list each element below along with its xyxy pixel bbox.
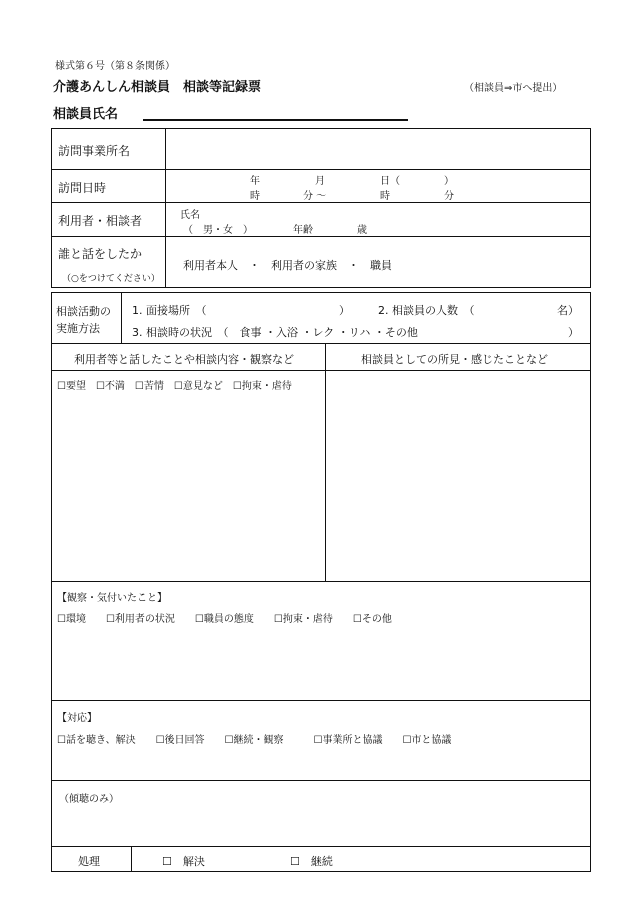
observation-label: 【観察・気付いたこと】 bbox=[57, 593, 167, 604]
facility-label: 訪問事業所名 bbox=[58, 144, 131, 158]
user-age-label: 年齢 bbox=[293, 225, 313, 236]
observation-notes-area[interactable] bbox=[53, 626, 589, 698]
counselor-count-unit: 名） bbox=[557, 304, 579, 317]
processing-continue-checkbox[interactable]: ☐ 継続 bbox=[290, 855, 333, 868]
facility-field[interactable] bbox=[167, 130, 589, 168]
listening-notes-area[interactable] bbox=[53, 804, 589, 844]
form-number: 様式第６号（第８条関係） bbox=[55, 61, 175, 72]
talked-note: （○をつけてください） bbox=[62, 274, 160, 284]
counselor-count[interactable]: 2. 相談員の人数 （ bbox=[378, 304, 475, 317]
user-age-unit: 歳 bbox=[357, 225, 367, 236]
listening-label: （傾聴のみ） bbox=[59, 794, 119, 805]
method-label-1: 相談活動の bbox=[56, 305, 111, 318]
response-checkboxes[interactable]: ☐話を聴き、解決 ☐後日回答 ☐継続・観察 ☐事業所と協議 ☐市と協議 bbox=[57, 735, 452, 746]
findings-notes-area[interactable] bbox=[327, 372, 589, 579]
consult-situation[interactable]: 3. 相談時の状況 （ 食事 ・入浴 ・レク ・リハ ・その他 bbox=[132, 326, 418, 339]
minute2-label: 分 bbox=[444, 191, 454, 202]
user-gender: （ 男・女 ） bbox=[183, 225, 253, 236]
observation-checkboxes[interactable]: ☐環境 ☐利用者の状況 ☐職員の態度 ☐拘束・虐待 ☐その他 bbox=[57, 614, 392, 625]
consult-situation-close: ） bbox=[568, 326, 579, 339]
talked-options[interactable]: 利用者本人 ・ 利用者の家族 ・ 職員 bbox=[183, 259, 392, 272]
interview-place-close: ） bbox=[339, 304, 350, 317]
hour2-label: 時 bbox=[380, 191, 390, 202]
user-label: 利用者・相談者 bbox=[58, 214, 143, 228]
form-title: 介護あんしん相談員 相談等記録票 bbox=[53, 80, 262, 95]
submit-note: （相談員⇒市へ提出） bbox=[464, 83, 563, 94]
interview-place[interactable]: 1. 面接場所 （ bbox=[132, 304, 207, 317]
user-name-label: 氏名 bbox=[180, 210, 200, 221]
processing-label: 処理 bbox=[78, 855, 100, 868]
left-column-header: 利用者等と話したことや相談内容・観察など bbox=[74, 353, 294, 366]
right-column-header: 相談員としての所見・感じたことなど bbox=[361, 353, 548, 366]
processing-resolved-checkbox[interactable]: ☐ 解決 bbox=[162, 855, 205, 868]
minute-label: 分 〜 bbox=[303, 191, 327, 202]
method-label-2: 実施方法 bbox=[56, 322, 100, 335]
response-label: 【対応】 bbox=[57, 713, 97, 724]
response-notes-area[interactable] bbox=[53, 746, 589, 778]
hour-label: 時 bbox=[250, 191, 260, 202]
talked-label: 誰と話をしたか bbox=[58, 247, 143, 261]
day-label: 日（ bbox=[380, 176, 400, 187]
month-label: 月 bbox=[315, 176, 325, 187]
counselor-name-line[interactable] bbox=[143, 119, 408, 121]
year-label: 年 bbox=[250, 176, 260, 187]
visit-date-field[interactable] bbox=[167, 171, 589, 201]
content-notes-area[interactable] bbox=[53, 392, 323, 579]
visit-date-label: 訪問日時 bbox=[58, 181, 107, 195]
day-close: ） bbox=[444, 176, 454, 187]
content-checkboxes[interactable]: ☐要望 ☐不満 ☐苦情 ☐意見など ☐拘束・虐待 bbox=[57, 381, 292, 392]
counselor-name-label: 相談員氏名 bbox=[53, 107, 119, 122]
